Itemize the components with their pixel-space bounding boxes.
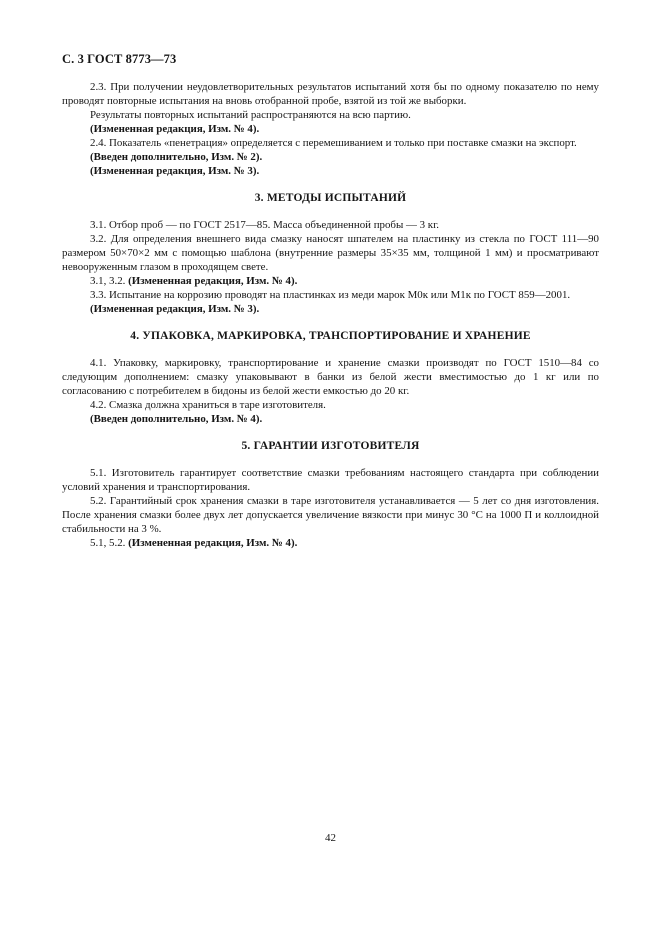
paragraph-2-3-results: Результаты повторных испытаний распространяются на всю партию.: [90, 109, 411, 121]
paragraph-5-1: 5.1. Изготовитель гарантирует соответствие смазки требованиям настоящего стандарта при соблюдении условий хранения и транспортирования.: [62, 467, 599, 493]
paragraph-5-2: 5.2. Гарантийный срок хранения смазки в таре изготовителя устанавливается — 5 лет со дня изготовления. После хранения смазки более двух лет допускается увеличение вязкости при минус 30 °С на 1000 П и коллоидной стабильности на 3 %.: [62, 495, 599, 535]
paragraph-2-4: 2.4. Показатель «пенетрация» определяется с перемешиванием и только при поставке смазки на экспорт.: [90, 137, 577, 149]
page-number: 42: [325, 832, 336, 844]
paragraph-3-3: 3.3. Испытание на коррозию проводят на пластинках из меди марок М0к или М1к по ГОСТ 859—2001.: [90, 289, 571, 301]
document-body: [62, 80, 599, 550]
section-heading-5: 5. ГАРАНТИИ ИЗГОТОВИТЕЛЯ: [241, 440, 420, 452]
page-header: С. 3 ГОСТ 8773—73: [62, 52, 177, 66]
amendment-text: (Измененная редакция, Изм. № 4).: [128, 275, 298, 287]
paragraph-4-1: 4.1. Упаковку, маркировку, транспортирование и хранение смазки производят по ГОСТ 1510—84 со следующим дополнением: смазку упаковывают в банки из белой жести вместимостью до 1 кг или по согласованию с потребителем в бидоны из белой жести емкостью до 20 кг.: [62, 357, 599, 397]
amendment-note: (Измененная редакция, Изм. № 4).: [90, 123, 260, 135]
amendment-prefix: 5.1, 5.2.: [90, 537, 129, 549]
section-heading-4: 4. УПАКОВКА, МАРКИРОВКА, ТРАНСПОРТИРОВАНИЕ И ХРАНЕНИЕ: [130, 330, 531, 342]
amendment-note: (Введен дополнительно, Изм. № 4).: [90, 413, 263, 425]
amendment-note: (Измененная редакция, Изм. № 3).: [90, 165, 260, 177]
amendment-note: (Введен дополнительно, Изм. № 2).: [90, 151, 263, 163]
amendment-prefix: 3.1, 3.2.: [90, 275, 129, 287]
paragraph-4-2: 4.2. Смазка должна храниться в таре изготовителя.: [90, 399, 326, 411]
paragraph-3-2: 3.2. Для определения внешнего вида смазку наносят шпателем на пластинку из стекла по ГОСТ 111—90 размером 50×70×2 мм с помощью шаблона (внутренние размеры 35×35 мм, толщиной 1 мм) и просматривают невооруженным глазом в проходящем свете.: [62, 233, 599, 273]
paragraph-2-3: 2.3. При получении неудовлетворительных результатов испытаний хотя бы по одному показателю по нему проводят повторные испытания на вновь отобранной пробе, взятой из той же выборки.: [62, 81, 599, 107]
section-heading-3: 3. МЕТОДЫ ИСПЫТАНИЙ: [254, 192, 407, 204]
amendment-text: (Измененная редакция, Изм. № 4).: [128, 537, 298, 549]
amendment-note: [62, 536, 599, 550]
paragraph-3-1: 3.1. Отбор проб — по ГОСТ 2517—85. Масса объединенной пробы — 3 кг.: [90, 219, 440, 231]
amendment-note: [62, 274, 599, 288]
amendment-note: (Измененная редакция, Изм. № 3).: [90, 303, 260, 315]
